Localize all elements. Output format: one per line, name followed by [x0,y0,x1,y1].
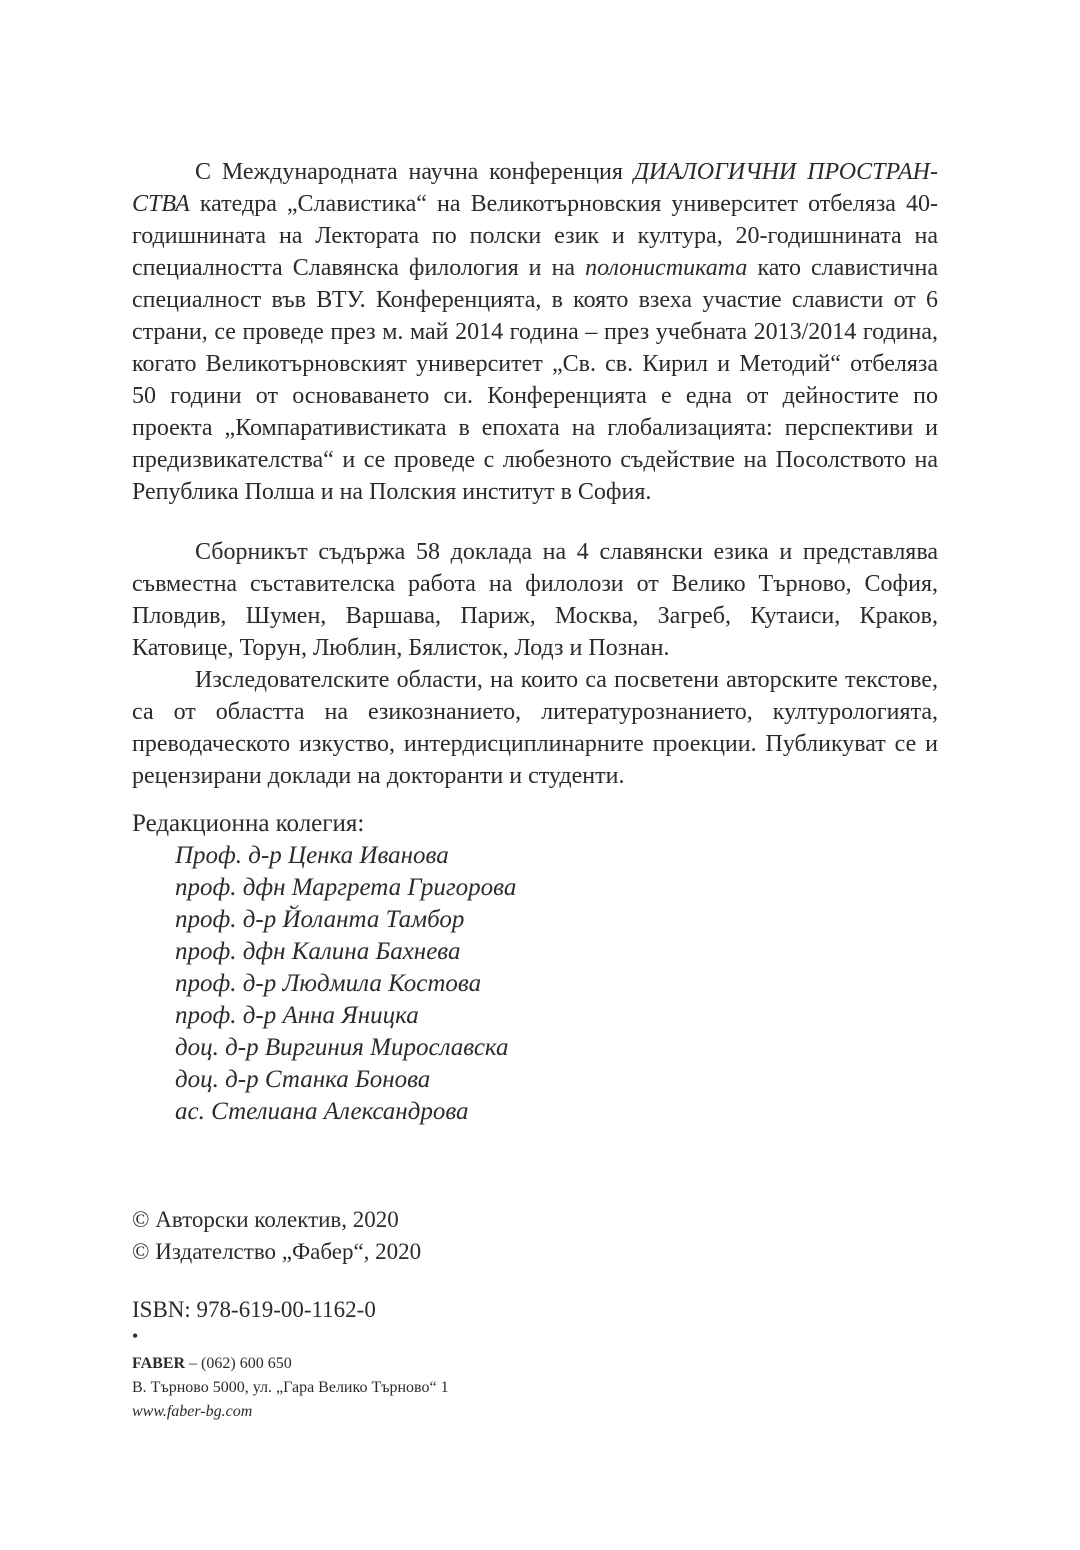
board-member: доц. д-р Станка Бонова [175,1066,431,1093]
board-member: проф. д-р Людмила Костова [175,970,482,997]
copyright-block [132,1204,421,1268]
editorial-board [132,808,938,1128]
editorial-board-title: Редакционна колегия: [132,810,365,837]
board-member: проф. д-р Йоланта Тамбор [175,906,465,933]
copyright-authors: © Авторски колектив, 2020 [132,1207,399,1232]
conference-title: ДИАЛОГИЧНИ ПРОСТРАН-СТВА [132,159,939,217]
editorial-board-list [132,840,938,1128]
board-member: проф. д-р Анна Яницка [175,1002,419,1029]
p1-text-b: катедра „Славистика“ на Великотърновския университет отбеляза 40-годишнината на Лектората по полски език и култура, 20-годишнината на специалността Славянска филология и на [132,191,938,281]
board-member: проф. дфн Маргрета Григорова [175,874,517,901]
board-member: Проф. д-р Ценка Иванова [175,842,449,869]
publisher-contact [132,1352,449,1376]
copyright-publisher: © Издателство „Фабер“, 2020 [132,1239,422,1264]
paragraph-collection: Сборникът съдържа 58 доклада на 4 славянски езика и представлява съвместна съставителска работа на филолози от Велико Търново, София, Пловдив, Шумен, Варшава, Париж, Москва, Загреб, Кутаиси, Краков, Катовице, Торун, Люблин, Бялисток, Лодз и Познан. [132,539,938,661]
publisher-info [132,1352,449,1424]
p1-text-c: като славистична специалност във ВТУ. Конференцията, в която взеха участие слависти от 6 страни, се проведе през м. май 2014 година – през учебната 2013/2014 година, когато Великотърновският университет „Св. св. Кирил и Методий“ отбеляза 50 години от основаването си. Конференцията е една от дейностите по проекта „Компаративистиката в епохата на глобализацията: перспективи и предизвикателства“ и се проведе с любезното съдействие на Посолството на Република Полша и на Полския институт в София. [132,255,938,505]
board-member: проф. дфн Калина Бахнева [175,938,461,965]
polonistics-term: полонистиката [585,255,748,281]
publisher-name: FABER [132,1355,186,1372]
p1-text-a: С Международната научна конференция [195,159,634,185]
paragraph-research-areas: Изследователските области, на които са посветени авторските текстове, са от областта на езикознанието, литературознанието, културологията, преводаческото изкуство, интердисциплинарните проекции. Публикуват се и рецензирани доклади на докторанти и студенти. [132,667,938,789]
board-member: ас. Стелиана Александрова [175,1098,469,1125]
publisher-address: В. Търново 5000, ул. „Гара Велико Търново“ 1 [132,1379,449,1396]
paragraph-conference [132,156,938,508]
isbn: ISBN: 978-619-00-1162-0 [132,1297,376,1322]
publisher-website[interactable]: www.faber-bg.com [132,1403,253,1420]
intro-text [132,156,938,792]
board-member: доц. д-р Виргиния Мирославска [175,1034,509,1061]
bullet-separator: • [132,1326,139,1346]
publisher-phone: – (062) 600 650 [185,1355,292,1372]
